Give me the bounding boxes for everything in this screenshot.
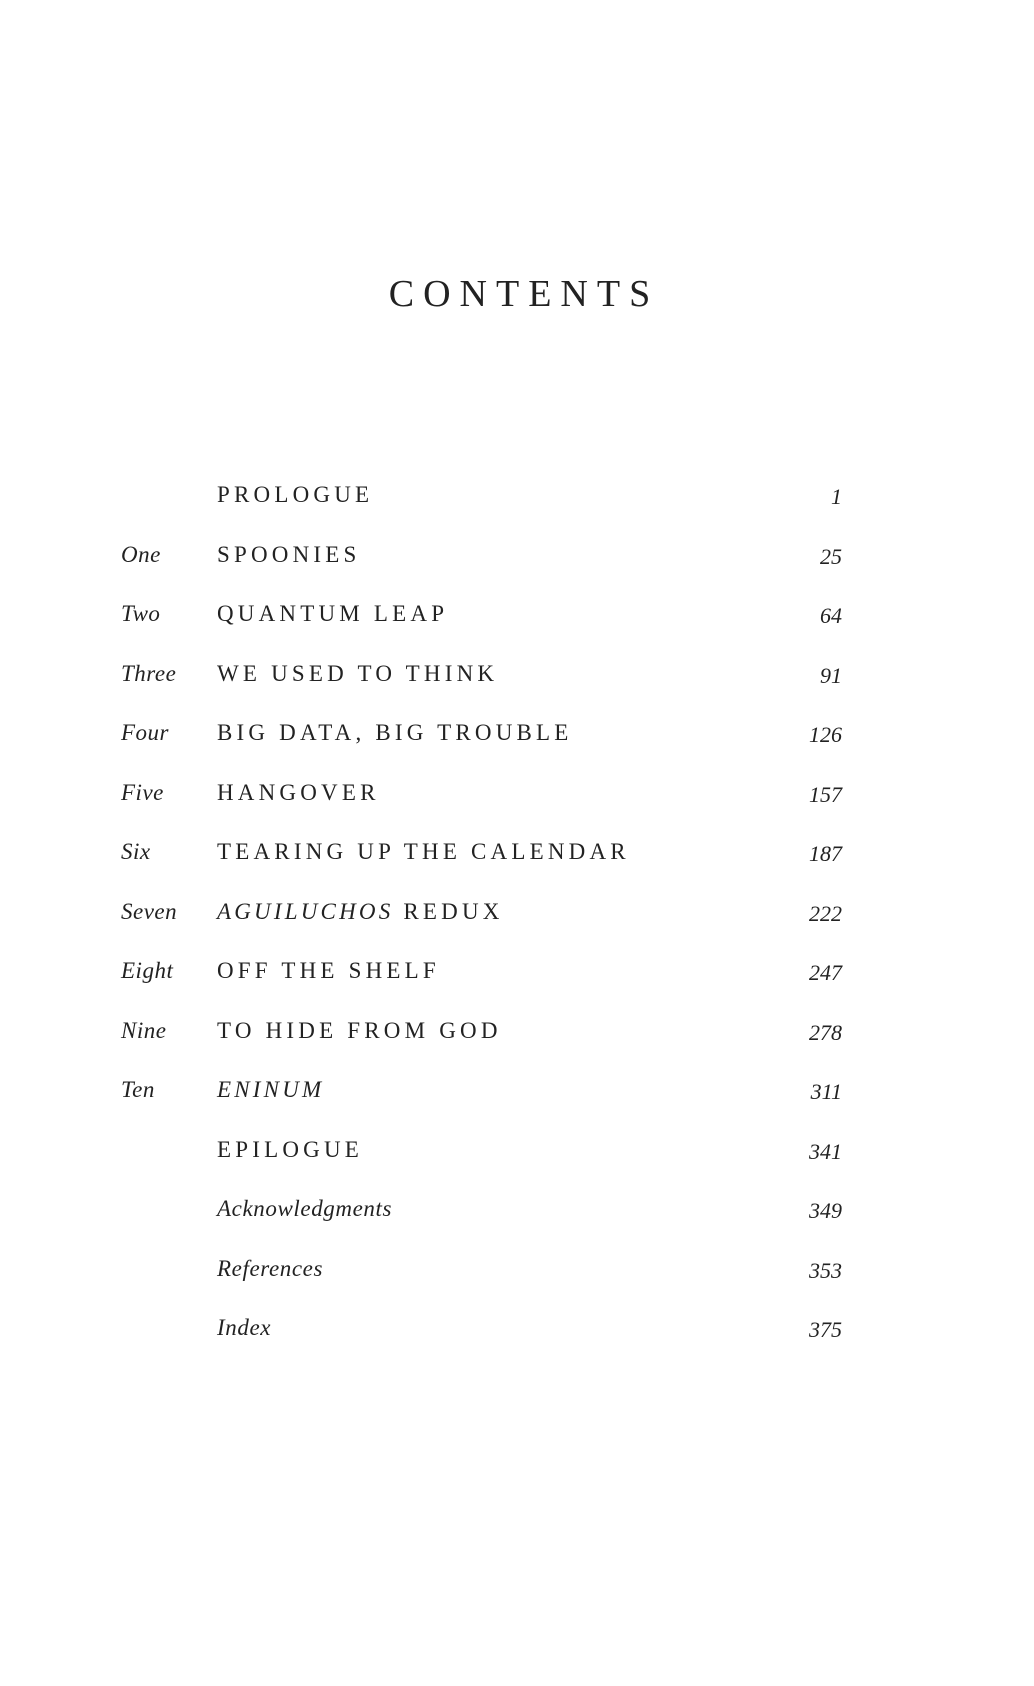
chapter-title: QUANTUM LEAP [217, 601, 449, 626]
chapter-title [217, 899, 504, 925]
page-number: 349 [809, 1198, 842, 1223]
toc-entry-index[interactable] [0, 1315, 1034, 1375]
chapter-title: Index [217, 1315, 272, 1340]
chapter-number: Eight [121, 958, 174, 983]
page-number: 187 [809, 841, 842, 866]
toc-entry-eight[interactable] [0, 958, 1034, 1018]
page-number: 311 [810, 1079, 842, 1104]
chapter-number: Six [121, 839, 151, 864]
toc-entry-nine[interactable] [0, 1018, 1034, 1078]
chapter-title: References [217, 1255, 324, 1281]
page-number: 126 [809, 722, 842, 747]
page-number: 222 [809, 900, 842, 926]
chapter-title: PROLOGUE [217, 482, 374, 507]
toc-entry-ten[interactable] [0, 1077, 1034, 1137]
toc-entry-seven[interactable] [0, 899, 1034, 959]
toc-entry-epilogue[interactable] [0, 1137, 1034, 1197]
page-number: 1 [831, 484, 842, 509]
chapter-number: Five [121, 779, 164, 805]
page-number: 341 [809, 1138, 842, 1164]
chapter-number: Three [121, 660, 177, 686]
chapter-number: Four [121, 720, 169, 745]
toc-entry-acknowledgments[interactable] [0, 1196, 1034, 1256]
chapter-title: HANGOVER [217, 779, 380, 805]
toc-entry-four[interactable] [0, 720, 1034, 780]
chapter-title: ENINUM [217, 1077, 325, 1102]
toc-entry-references[interactable] [0, 1256, 1034, 1316]
toc-entry-five[interactable] [0, 780, 1034, 840]
chapter-title-italic-part: AGUILUCHOS [217, 898, 394, 924]
chapter-number: Seven [121, 898, 178, 924]
page-number: 278 [809, 1019, 842, 1045]
page-number: 25 [820, 543, 842, 569]
page-number: 353 [809, 1257, 842, 1283]
chapter-title: OFF THE SHELF [217, 958, 440, 983]
chapter-title: WE USED TO THINK [217, 660, 499, 686]
toc-entry-prologue[interactable] [0, 482, 1034, 542]
chapter-number: Two [121, 601, 161, 626]
chapter-title: EPILOGUE [217, 1136, 364, 1162]
toc-entry-two[interactable] [0, 601, 1034, 661]
chapter-number: One [121, 541, 161, 567]
page-number: 157 [809, 781, 842, 807]
chapter-title: TO HIDE FROM GOD [217, 1017, 502, 1043]
table-of-contents [0, 482, 1034, 1375]
toc-entry-three[interactable] [0, 661, 1034, 721]
chapter-title: BIG DATA, BIG TROUBLE [217, 720, 573, 745]
page-number: 64 [820, 603, 842, 628]
toc-entry-six[interactable] [0, 839, 1034, 899]
page-number: 247 [809, 960, 842, 985]
chapter-title: TEARING UP THE CALENDAR [217, 839, 630, 864]
chapter-title: Acknowledgments [217, 1196, 393, 1221]
page-title: CONTENTS [388, 273, 660, 315]
chapter-number: Ten [121, 1077, 155, 1102]
chapter-title-roman-part: REDUX [403, 898, 504, 924]
toc-entry-one[interactable] [0, 542, 1034, 602]
chapter-number: Nine [121, 1017, 167, 1043]
page-number: 91 [820, 662, 842, 688]
chapter-title: SPOONIES [217, 541, 361, 567]
page-number: 375 [809, 1317, 842, 1342]
